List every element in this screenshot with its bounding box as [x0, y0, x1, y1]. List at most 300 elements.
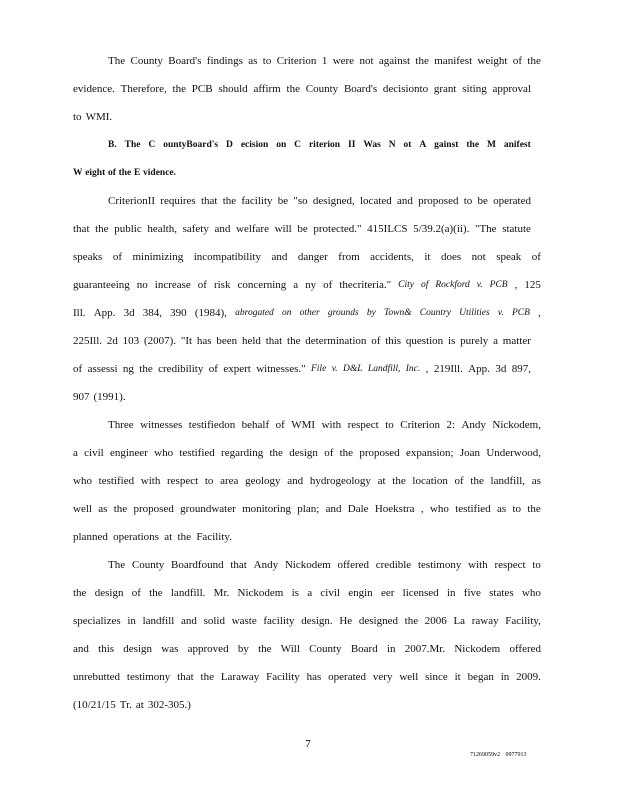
word: C [148, 140, 156, 150]
word: engin [348, 587, 373, 599]
word: waste [231, 615, 257, 627]
word: proposed [133, 503, 174, 515]
word: public [114, 223, 142, 235]
word: by [237, 643, 249, 655]
word: purely [460, 335, 489, 347]
word: to [262, 55, 272, 67]
word: respect [494, 559, 526, 571]
word: respect [167, 475, 199, 487]
word: testified [98, 475, 135, 487]
word: "The [474, 223, 497, 235]
word: area [220, 475, 239, 487]
word: M [486, 140, 496, 150]
page-number: 7 [305, 738, 311, 750]
word: County [130, 55, 163, 67]
word: be [297, 223, 308, 235]
word: vidence. [143, 168, 176, 178]
word: regarding [221, 447, 264, 459]
word: of [131, 587, 141, 599]
word: the [95, 223, 109, 235]
word: the [139, 363, 153, 375]
text-line [73, 278, 541, 292]
word: 2007.Mr. [404, 643, 446, 655]
word: witnesses." [256, 363, 306, 375]
text-line [108, 418, 541, 432]
word: health, [147, 223, 177, 235]
word: this [98, 643, 115, 655]
text-line [73, 586, 541, 600]
word: who [429, 503, 449, 515]
text-line [73, 82, 531, 96]
word: matter [502, 335, 531, 347]
citation-word: v. [331, 364, 338, 374]
word: credibility [158, 363, 204, 375]
word: of [208, 363, 218, 375]
word: that [265, 335, 283, 347]
word: proposed [418, 195, 459, 207]
word: Board's [343, 83, 378, 95]
word: design. [301, 615, 333, 627]
word: Criterion [400, 419, 440, 431]
word: of [324, 447, 334, 459]
citation-word: Utilities [459, 308, 490, 318]
word: the [118, 168, 132, 178]
word: expert [223, 363, 251, 375]
word: affirm [253, 83, 281, 95]
word: the [392, 475, 406, 487]
word: Hoekstra [374, 503, 415, 515]
word: speaks [73, 251, 103, 263]
word: Boardfound [171, 559, 224, 571]
word: ountyBoard's [163, 140, 219, 150]
word: the [200, 671, 214, 683]
word: testified [455, 503, 491, 515]
word: the [172, 83, 186, 95]
word: facility [241, 195, 273, 207]
word: testimony [417, 559, 462, 571]
word: and [214, 223, 231, 235]
word: that [200, 195, 218, 207]
word: licensed [402, 587, 439, 599]
citation-word: File [310, 364, 327, 374]
word: operations [113, 531, 159, 543]
word: who [521, 587, 541, 599]
word: , [514, 279, 518, 291]
word: expansion; [405, 447, 454, 459]
word: engineer [109, 447, 148, 459]
word: eight [85, 168, 106, 178]
word: statute [502, 223, 531, 235]
word: no [136, 279, 148, 291]
word: County [131, 559, 165, 571]
word: Nickodem [284, 559, 331, 571]
word: Mr. [213, 587, 230, 599]
word: with [321, 419, 342, 431]
word: design [289, 447, 318, 459]
word: Underwood, [486, 447, 541, 459]
word: of [73, 363, 83, 375]
word: A [419, 140, 427, 150]
word: is [448, 335, 456, 347]
word: witnesses [140, 419, 183, 431]
word: does [440, 251, 462, 263]
word: began [467, 671, 494, 683]
word: The [108, 55, 126, 67]
word: a [493, 335, 498, 347]
word: solid [203, 615, 225, 627]
word: who [73, 475, 92, 487]
word: ot [403, 140, 412, 150]
word: accidents, [370, 251, 414, 263]
word: the [470, 475, 484, 487]
word: design [123, 643, 153, 655]
word: a [293, 279, 299, 291]
word: to [532, 559, 541, 571]
word: assessi [87, 363, 118, 375]
word: increase [154, 279, 191, 291]
word: at [377, 475, 386, 487]
word: PCB [191, 83, 213, 95]
word: Facility. [196, 531, 232, 543]
word: will [274, 223, 292, 235]
citation-word: grounds [327, 308, 359, 318]
word: the [339, 447, 354, 459]
text-line [108, 558, 541, 572]
word: 302-305.) [147, 699, 191, 711]
word: in [386, 643, 396, 655]
word: landfill [142, 615, 175, 627]
citation-word: City [398, 280, 414, 290]
word: 2d [106, 335, 118, 347]
word: Was [363, 140, 381, 150]
word: 219Ill. [433, 363, 463, 375]
text-line [73, 306, 541, 320]
word: in [127, 615, 136, 627]
word: of [107, 168, 116, 178]
word: siting [462, 83, 487, 95]
word: danger [297, 251, 328, 263]
word: on [276, 140, 287, 150]
word: 103 [122, 335, 140, 347]
word: manifest [434, 55, 473, 67]
word: the [113, 503, 128, 515]
word: guaranteeing [73, 279, 130, 291]
word: with [468, 559, 488, 571]
word: that [177, 671, 194, 683]
word: App. [468, 363, 490, 375]
text-line [73, 642, 541, 656]
word: decisionto [382, 83, 429, 95]
word: Facility, [505, 615, 541, 627]
word: it [424, 251, 431, 263]
word: be [277, 195, 289, 207]
word: as [248, 55, 258, 67]
word: proposed [359, 447, 400, 459]
citation-word: Country [419, 308, 451, 318]
word: that [230, 559, 247, 571]
word: operated [493, 195, 531, 207]
citation-word: PCB [511, 308, 530, 318]
word: of [112, 251, 122, 263]
word: , [538, 307, 541, 319]
citation-word: on [281, 308, 292, 318]
word: the [177, 531, 191, 543]
word: The [124, 140, 141, 150]
word: was [161, 643, 179, 655]
word: protected." [313, 223, 362, 235]
word: offered [337, 559, 369, 571]
word: well [399, 671, 419, 683]
word: 3d [123, 307, 135, 319]
citation-word: PCB [489, 280, 508, 290]
word: E [133, 168, 141, 178]
word: Criterion [276, 55, 317, 67]
word: raway [471, 615, 499, 627]
word: ny [305, 279, 317, 291]
word: the [404, 615, 419, 627]
word: (1984), [194, 307, 227, 319]
text-line [73, 222, 531, 236]
word: as [531, 475, 541, 487]
word: eer [380, 587, 395, 599]
word: and [73, 643, 89, 655]
text-line [73, 390, 153, 404]
word: of [512, 55, 523, 67]
word: 1 [321, 55, 328, 67]
word: respect [347, 419, 379, 431]
word: of [454, 475, 464, 487]
word: requires [160, 195, 196, 207]
word: groundwater [180, 503, 236, 515]
word: to [512, 503, 522, 515]
word: App. [93, 307, 116, 319]
word: 125 [524, 279, 541, 291]
word: WMI [291, 419, 316, 431]
word: anifest [503, 140, 531, 150]
text-line [73, 530, 232, 544]
word: Three [108, 419, 134, 431]
word: Board [350, 643, 378, 655]
word: very [372, 671, 393, 683]
word: operated [328, 671, 367, 683]
word: and [397, 195, 413, 207]
word: W [73, 168, 83, 178]
word: not [359, 55, 374, 67]
text-line [73, 698, 190, 712]
word: , [425, 363, 429, 375]
word: safety [182, 223, 209, 235]
word: (2007). [143, 335, 177, 347]
word: the [527, 55, 541, 67]
word: the [73, 587, 87, 599]
citation-word: Landfill, [367, 364, 401, 374]
citation-word: v. [476, 280, 483, 290]
word: 2009. [516, 671, 541, 683]
word: design [94, 587, 124, 599]
word: Nickodem [454, 643, 501, 655]
word: D [226, 140, 233, 150]
word: five [463, 587, 481, 599]
word: thecriteria." [339, 279, 392, 291]
word: the [287, 335, 301, 347]
word: it [454, 671, 461, 683]
word: as [496, 503, 507, 515]
word: Board's [168, 55, 202, 67]
word: 384, [142, 307, 162, 319]
word: 897, [511, 363, 531, 375]
text-line [108, 194, 531, 208]
word: Will [280, 643, 300, 655]
word: gainst [434, 140, 459, 150]
word: held [241, 335, 261, 347]
text-line [73, 334, 531, 348]
citation-word: v. [497, 308, 504, 318]
citation-word: by [366, 308, 376, 318]
word: La [453, 615, 466, 627]
citation-word: of [420, 280, 429, 290]
word: Laraway [220, 671, 260, 683]
word: that [73, 223, 90, 235]
word: findings [206, 55, 243, 67]
word: testimony [126, 671, 171, 683]
word: the [149, 587, 163, 599]
word: Facility [266, 671, 300, 683]
word: He [339, 615, 353, 627]
word: to [463, 195, 473, 207]
word: location [412, 475, 448, 487]
word: and [287, 475, 304, 487]
text-line [73, 502, 541, 516]
word: a [307, 587, 313, 599]
word: welfare [236, 223, 269, 235]
word: landfill, [490, 475, 526, 487]
word: approval [492, 83, 531, 95]
word: , [420, 503, 424, 515]
text-line [73, 362, 531, 376]
word: with [140, 475, 161, 487]
word: civil [320, 587, 340, 599]
text-line [73, 446, 541, 460]
word: specializes [73, 615, 121, 627]
word: riterion [308, 140, 341, 150]
word: testifiedon [188, 419, 236, 431]
word: The [108, 559, 126, 571]
citation-word: Town& [383, 308, 412, 318]
word: from [338, 251, 360, 263]
section-heading-line [108, 138, 531, 152]
word: incompatibility [193, 251, 261, 263]
word: against [378, 55, 411, 67]
word: at [135, 699, 144, 711]
word: ecision [240, 140, 269, 150]
word: C [294, 140, 302, 150]
word: Ill. [73, 307, 86, 319]
word: plan; [297, 503, 320, 515]
word: of [323, 279, 333, 291]
text-line [73, 670, 541, 684]
text-line [73, 474, 541, 488]
word: to [204, 475, 214, 487]
word: been [216, 335, 238, 347]
word: concerning [237, 279, 287, 291]
word: the [527, 503, 541, 515]
word: question [405, 335, 444, 347]
word: credible [375, 559, 412, 571]
word: designed [358, 615, 398, 627]
word: to [385, 419, 394, 431]
word: Dale [347, 503, 369, 515]
word: (10/21/15 [73, 699, 116, 711]
word: 907 [73, 391, 90, 403]
word: of [275, 419, 285, 431]
word: Tr. [119, 699, 132, 711]
word: and [181, 615, 197, 627]
citation-word: Rockford [435, 280, 470, 290]
word: 415ILCS [367, 223, 408, 235]
word: should [218, 83, 248, 95]
word: and [325, 503, 342, 515]
word: located [360, 195, 392, 207]
word: Nickodem [237, 587, 284, 599]
word: Nickodem, [492, 419, 541, 431]
word: "It [180, 335, 193, 347]
word: unrebutted [73, 671, 121, 683]
word: hydrogeology [309, 475, 371, 487]
word: County [305, 83, 339, 95]
text-line [73, 614, 541, 628]
word: has [196, 335, 212, 347]
word: weight [477, 55, 508, 67]
word: this [385, 335, 402, 347]
word: not [471, 251, 486, 263]
word: planned [73, 531, 108, 543]
word: the [415, 55, 429, 67]
word: Andy [461, 419, 486, 431]
citation-word: Inc. [405, 364, 421, 374]
word: offered [509, 643, 541, 655]
word: to [73, 111, 82, 123]
word: in [446, 587, 456, 599]
word: the [222, 195, 237, 207]
text-line [73, 110, 113, 124]
word: facility [263, 615, 295, 627]
word: since [425, 671, 448, 683]
word: evidence. [73, 83, 115, 95]
word: Therefore, [120, 83, 167, 95]
word: the [258, 643, 272, 655]
word: 390 [170, 307, 187, 319]
word: of [531, 251, 541, 263]
word: designed, [312, 195, 355, 207]
word: (1991). [93, 391, 126, 403]
text-line [108, 54, 541, 68]
word: WMI. [85, 111, 113, 123]
word: B. [108, 140, 117, 150]
word: 5/39.2(a)(ii). [413, 223, 470, 235]
word: "so [293, 195, 308, 207]
word: be [477, 195, 488, 207]
word: risk [213, 279, 231, 291]
section-heading-line [73, 166, 176, 180]
word: testified [179, 447, 215, 459]
word: Joan [459, 447, 481, 459]
word: County [309, 643, 342, 655]
word: states [489, 587, 514, 599]
citation-word: abrogated [235, 308, 274, 318]
word: the [466, 140, 480, 150]
word: well [73, 503, 92, 515]
word: the [269, 447, 283, 459]
